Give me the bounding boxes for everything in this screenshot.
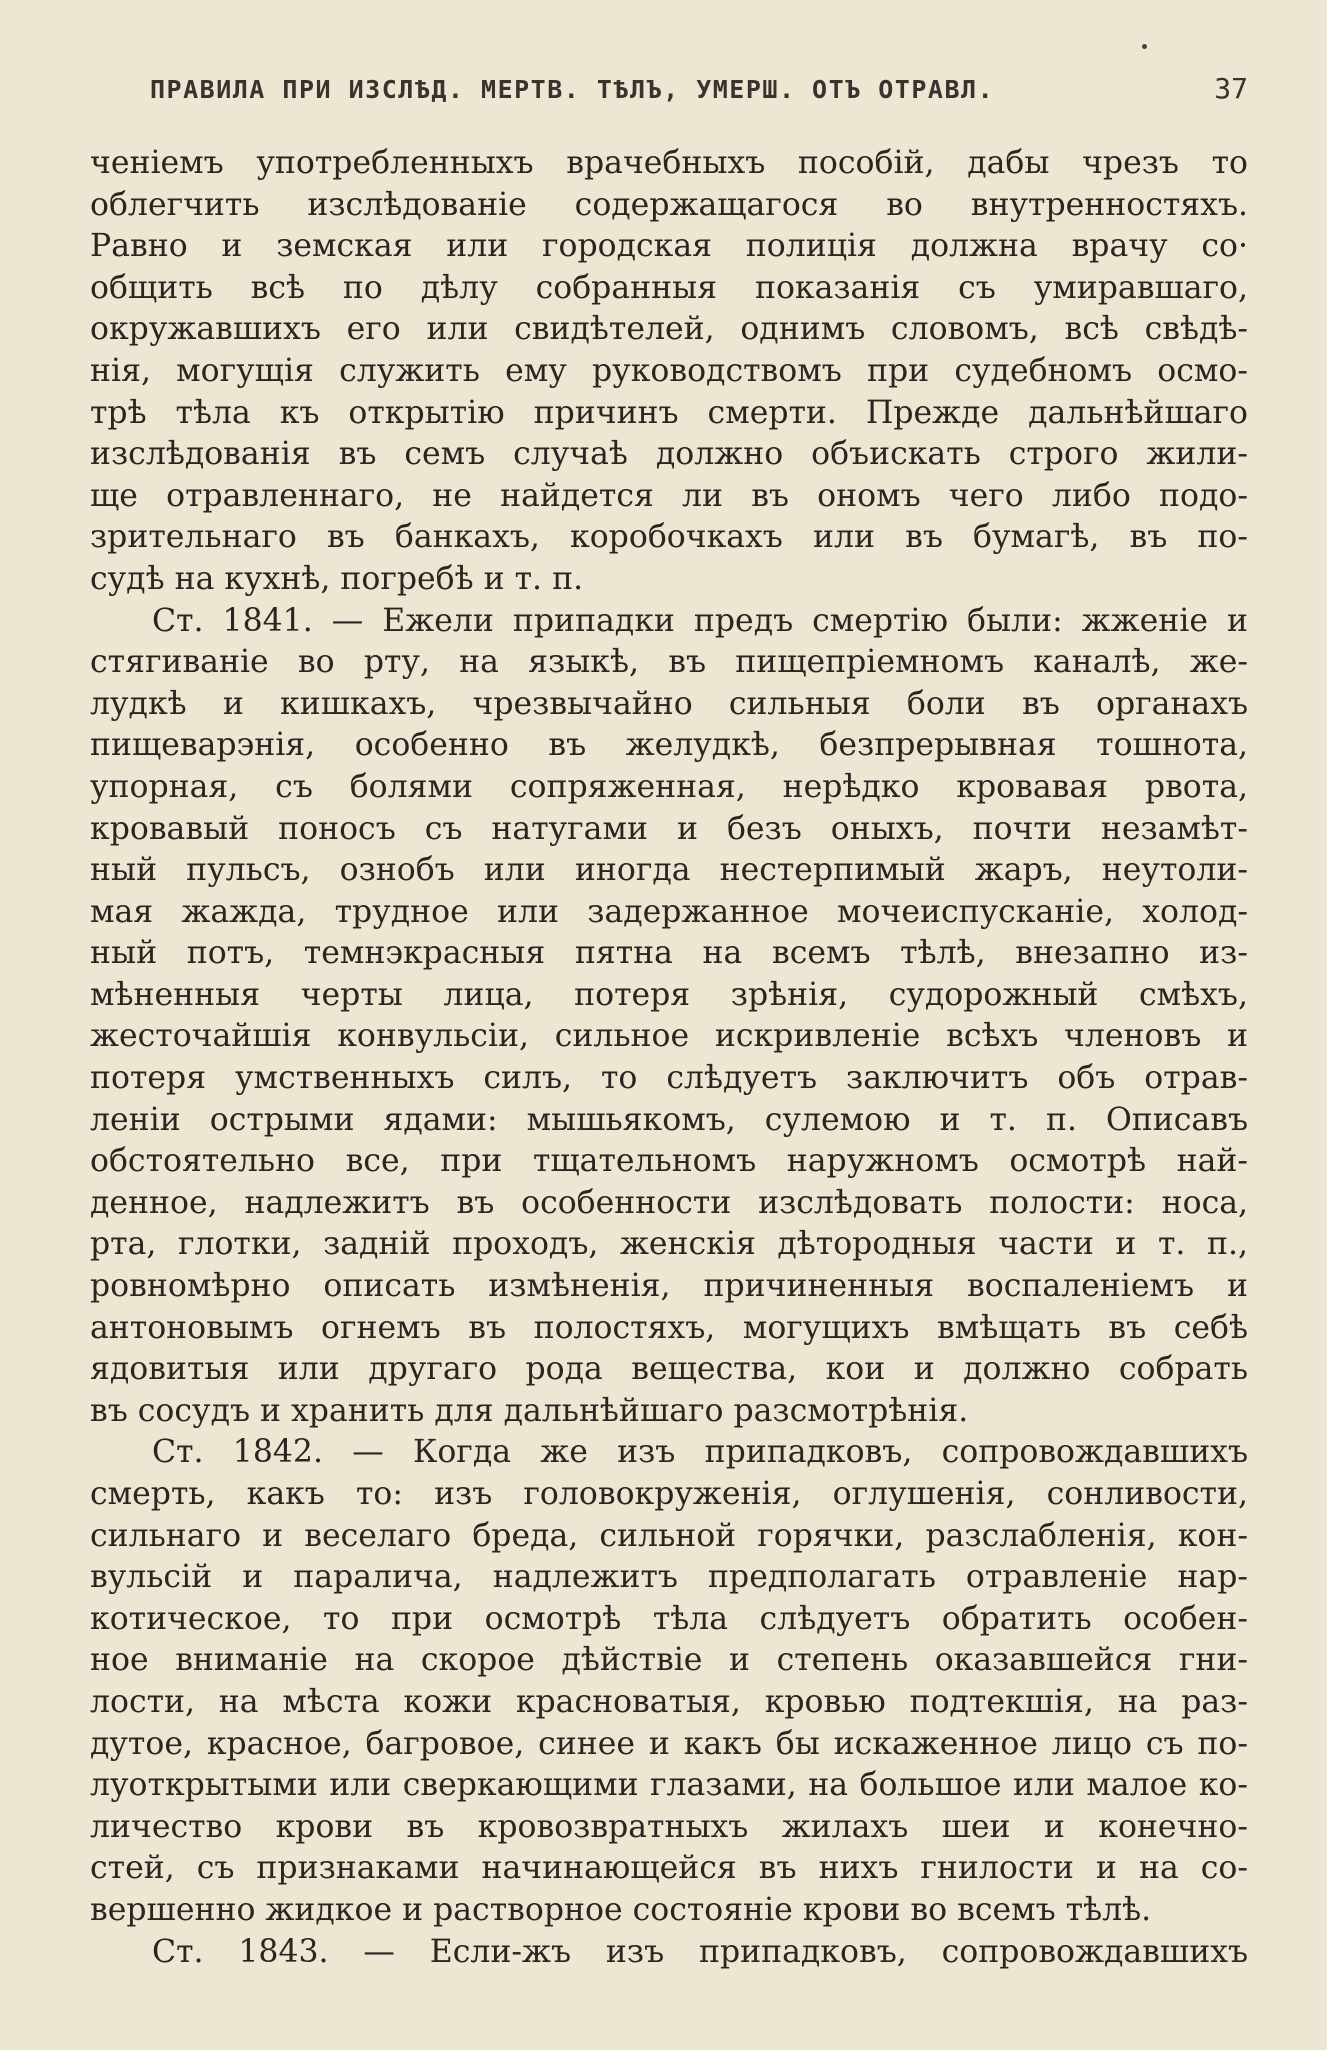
- text-line: нія, могущія служить ему руководствомъ при судебномъ осмо-: [90, 352, 1248, 389]
- article-1841-first-line: Ст. 1841. — Ежели припадки предъ смертію были: жженіе и: [152, 602, 1248, 639]
- text-line: сильнаго и веселаго бреда, сильной горячки, разслабленія, кон-: [90, 1517, 1248, 1554]
- text-line: ный пульсъ, ознобъ или иногда нестерпимый жаръ, неутоли-: [90, 852, 1248, 889]
- text-line: окружавшихъ его или свидѣтелей, однимъ словомъ, всѣ свѣдѣ-: [90, 311, 1248, 348]
- article-1842-first-line: Ст. 1842. — Когда же изъ припадковъ, сопровождавшихъ: [152, 1434, 1248, 1471]
- text-line: леніи острыми ядами: мышьякомъ, сулемою и т. п. Описавъ: [90, 1101, 1248, 1138]
- text-line: зрительнаго въ банкахъ, коробочкахъ или въ бумагѣ, въ по-: [90, 519, 1248, 556]
- text-line: ченіемъ употребленныхъ врачебныхъ пособій, дабы чрезъ то: [90, 145, 1248, 181]
- text-line: ровномѣрно описать измѣненія, причиненныя воспаленіемъ и: [90, 1268, 1248, 1305]
- running-head-title: ПРАВИЛА ПРИ ИЗСЛѢД. МЕРТВ. ТѢЛЪ, УМЕРШ. ОТЪ ОТРАВЛ.: [150, 75, 995, 104]
- text-line: антоновымъ огнемъ въ полостяхъ, могущихъ вмѣщать въ себѣ: [90, 1309, 1248, 1346]
- text-line: Равно и земская или городская полиція должна врачу со·: [90, 228, 1248, 265]
- text-line: обстоятельно все, при тщательномъ наружномъ осмотрѣ най-: [90, 1143, 1248, 1180]
- running-head: [150, 72, 1248, 112]
- text-line: лудкѣ и кишкахъ, чрезвычайно сильныя боли въ органахъ: [90, 685, 1248, 722]
- text-line: кровавый поносъ съ натугами и безъ оныхъ, почти незамѣт-: [90, 810, 1248, 847]
- text-line: луоткрытыми или сверкающими глазами, на большое или малое ко-: [90, 1767, 1248, 1804]
- text-line: общить всѣ по дѣлу собранныя показанія съ умиравшаго,: [90, 269, 1248, 306]
- paragraph-last-line: судѣ на кухнѣ, погребѣ и т. п.: [90, 560, 584, 597]
- text-line: денное, надлежитъ въ особенности изслѣдовать полости: носа,: [90, 1184, 1248, 1221]
- text-line: ный потъ, темнэкрасныя пятна на всемъ тѣлѣ, внезапно из-: [90, 935, 1248, 972]
- text-line: потеря умственныхъ силъ, то слѣдуетъ заключитъ объ отрав-: [90, 1060, 1248, 1097]
- text-line: мѣненныя черты лица, потеря зрѣнія, судорожный смѣхъ,: [90, 976, 1248, 1013]
- page-number: 37: [1214, 72, 1248, 105]
- text-line: ное вниманіе на скорое дѣйствіе и степень оказавшейся гни-: [90, 1642, 1248, 1679]
- text-line: облегчить изслѣдованіе содержащагося во внутренностяхъ.: [90, 186, 1248, 223]
- text-line: ядовитыя или другаго рода вещества, кои и должно собрать: [90, 1351, 1248, 1388]
- paragraph-last-line: вершенно жидкое и растворное состояніе крови во всемъ тѣлѣ.: [90, 1891, 1152, 1928]
- text-line: котическое, то при осмотрѣ тѣла слѣдуетъ обратить особен-: [90, 1600, 1248, 1637]
- ink-speck: [1142, 44, 1147, 49]
- text-line: жесточайшія конвульсіи, сильное искривленіе всѣхъ членовъ и: [90, 1018, 1248, 1055]
- text-line: упорная, съ болями сопряженная, нерѣдко кровавая рвота,: [90, 768, 1248, 805]
- text-line: вульсій и паралича, надлежитъ предполагать отравленіе нар-: [90, 1559, 1248, 1596]
- text-line: личество крови въ кровозвратныхъ жилахъ шеи и конечно-: [90, 1808, 1248, 1845]
- text-line: ще отравленнаго, не найдется ли въ ономъ чего либо подо-: [90, 477, 1248, 514]
- text-line: мая жажда, трудное или задержанное мочеиспусканіе, холод-: [90, 893, 1248, 930]
- paragraph-last-line: въ сосудъ и хранить для дальнѣйшаго разсмотрѣнія.: [90, 1392, 969, 1429]
- text-line: лости, на мѣста кожи красноватыя, кровью подтекшія, на раз-: [90, 1683, 1248, 1720]
- text-line: дутое, красное, багровое, синее и какъ бы искаженное лицо съ по-: [90, 1725, 1248, 1762]
- article-1843-first-line: Ст. 1843. — Если-жъ изъ припадковъ, сопровождавшихъ: [152, 1933, 1248, 1970]
- text-line: стягиваніе во рту, на языкѣ, въ пищепріемномъ каналѣ, же-: [90, 644, 1248, 681]
- text-line: стей, съ признаками начинающейся въ нихъ гнилости и на со-: [90, 1850, 1248, 1887]
- text-line: смерть, какъ то: изъ головокруженія, оглушенія, сонливости,: [90, 1476, 1248, 1512]
- body-text: [90, 143, 1248, 1973]
- text-line: пищеварэнія, особенно въ желудкѣ, безпрерывная тошнота,: [90, 727, 1248, 764]
- text-line: изслѣдованія въ семъ случаѣ должно объискать строго жили-: [90, 436, 1248, 473]
- text-line: рта, глотки, задній проходъ, женскія дѣтородныя части и т. п.,: [90, 1226, 1248, 1263]
- text-line: трѣ тѣла къ открытію причинъ смерти. Прежде дальнѣйшаго: [90, 394, 1248, 431]
